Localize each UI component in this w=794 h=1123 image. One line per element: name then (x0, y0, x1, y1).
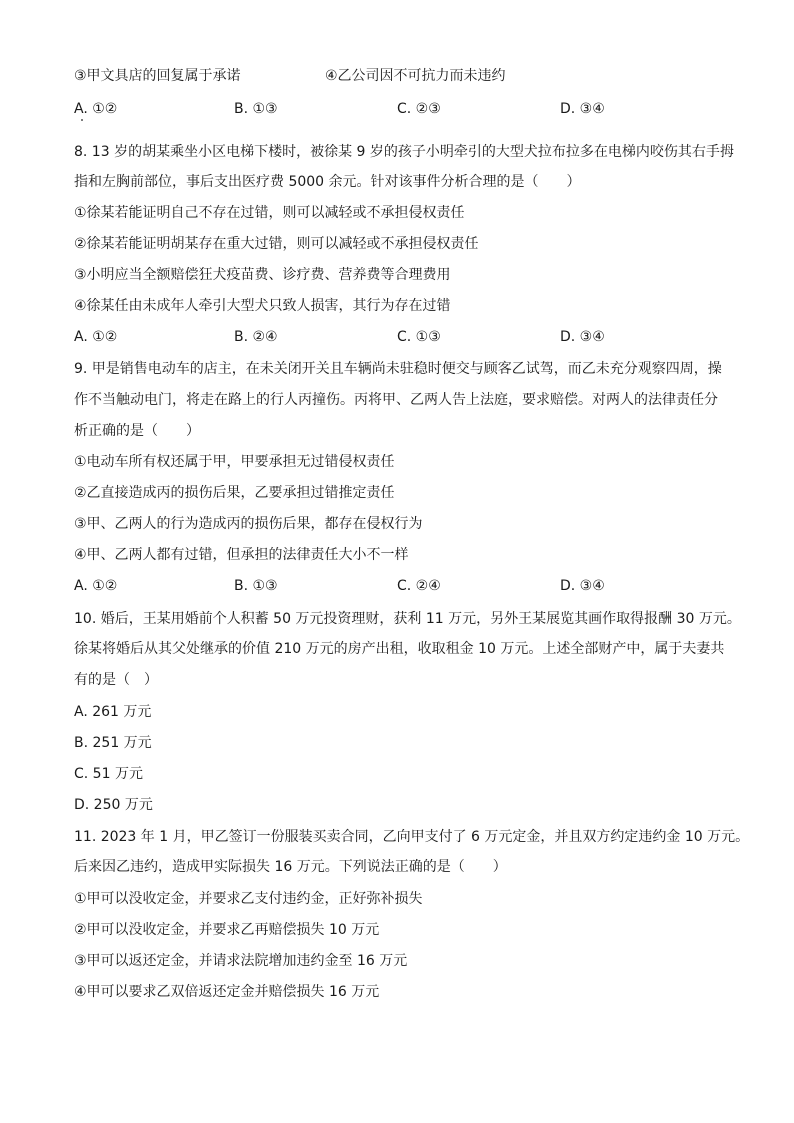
q10-stem-line-2: 徐某将婚后从其父处继承的价值 210 万元的房产出租，收取租金 10 万元。上述全部财产中，属于夫妻共 (74, 641, 725, 657)
q9-option-a: A. ①② (74, 578, 118, 594)
q11-statement-2: ②甲可以没收定金，并要求乙再赔偿损失 10 万元 (74, 922, 380, 938)
q9-stem-line-3: 析正确的是（ ） (74, 423, 200, 439)
q9-option-c: C. ②④ (397, 578, 441, 594)
q9-option-b: B. ①③ (234, 578, 278, 594)
q7-option-a: A. ①② (74, 101, 118, 117)
q11-statement-3: ③甲可以返还定金，并请求法院增加违约金至 16 万元 (74, 953, 408, 969)
q7-option-b: B. ①③ (234, 101, 278, 117)
q8-stem-line-1: 8. 13 岁的胡某乘坐小区电梯下楼时，被徐某 9 岁的孩子小明牵引的大型犬拉布拉多在电梯内咬伤其右手拇 (74, 144, 734, 160)
q7-option-c: C. ②③ (397, 101, 441, 117)
q10-option-c: C. 51 万元 (74, 766, 143, 782)
q9-statement-1: ①电动车所有权还属于甲，甲要承担无过错侵权责任 (74, 454, 395, 470)
q9-statement-3: ③甲、乙两人的行为造成丙的损伤后果，都存在侵权行为 (74, 516, 423, 532)
q8-statement-4: ④徐某任由未成年人牵引大型犬只致人损害，其行为存在过错 (74, 298, 451, 314)
q10-option-a: A. 261 万元 (74, 704, 152, 720)
stray-mark (81, 119, 83, 121)
q7-statement-3: ③甲文具店的回复属于承诺 (74, 68, 241, 84)
q8-option-c: C. ①③ (397, 329, 441, 345)
q9-option-d: D. ③④ (560, 578, 605, 594)
q8-option-b: B. ②④ (234, 329, 278, 345)
q7-statement-4: ④乙公司因不可抗力而未违约 (325, 68, 506, 84)
q9-statement-2: ②乙直接造成丙的损伤后果，乙要承担过错推定责任 (74, 485, 395, 501)
q10-stem-line-1: 10. 婚后，王某用婚前个人积蓄 50 万元投资理财，获利 11 万元，另外王某展览其画作取得报酬 30 万元。 (74, 611, 741, 627)
q7-statement-row (74, 67, 714, 85)
q7-options (74, 100, 714, 118)
q8-statement-2: ②徐某若能证明胡某存在重大过错，则可以减轻或不承担侵权责任 (74, 236, 479, 252)
q9-options (74, 577, 714, 595)
q9-statement-4: ④甲、乙两人都有过错，但承担的法律责任大小不一样 (74, 547, 409, 563)
q7-option-d: D. ③④ (560, 101, 605, 117)
q11-statement-4: ④甲可以要求乙双倍返还定金并赔偿损失 16 万元 (74, 984, 380, 1000)
q9-stem-line-1: 9. 甲是销售电动车的店主，在未关闭开关且车辆尚未驻稳时便交与顾客乙试驾，而乙未充分观察四周，操 (74, 361, 722, 377)
q9-stem-line-2: 作不当触动电门，将走在路上的行人丙撞伤。丙将甲、乙两人告上法庭，要求赔偿。对两人的法律责任分 (74, 392, 718, 408)
q8-option-d: D. ③④ (560, 329, 605, 345)
q11-statement-1: ①甲可以没收定金，并要求乙支付违约金，正好弥补损失 (74, 891, 423, 907)
q10-stem-line-3: 有的是（ ） (74, 672, 158, 688)
q10-option-b: B. 251 万元 (74, 735, 152, 751)
q11-stem-line-2: 后来因乙违约，造成甲实际损失 16 万元。下列说法正确的是（ ） (74, 859, 507, 875)
q8-statement-1: ①徐某若能证明自己不存在过错，则可以减轻或不承担侵权责任 (74, 205, 465, 221)
q10-option-d: D. 250 万元 (74, 797, 153, 813)
q8-stem-line-2: 指和左胸前部位，事后支出医疗费 5000 余元。针对该事件分析合理的是（ ） (74, 174, 581, 190)
q8-statement-3: ③小明应当全额赔偿狂犬疫苗费、诊疗费、营养费等合理费用 (74, 267, 451, 283)
q8-option-a: A. ①② (74, 329, 118, 345)
q11-stem-line-1: 11. 2023 年 1 月，甲乙签订一份服装买卖合同，乙向甲支付了 6 万元定金，并且双方约定违约金 10 万元。 (74, 829, 750, 845)
q8-options (74, 328, 714, 346)
